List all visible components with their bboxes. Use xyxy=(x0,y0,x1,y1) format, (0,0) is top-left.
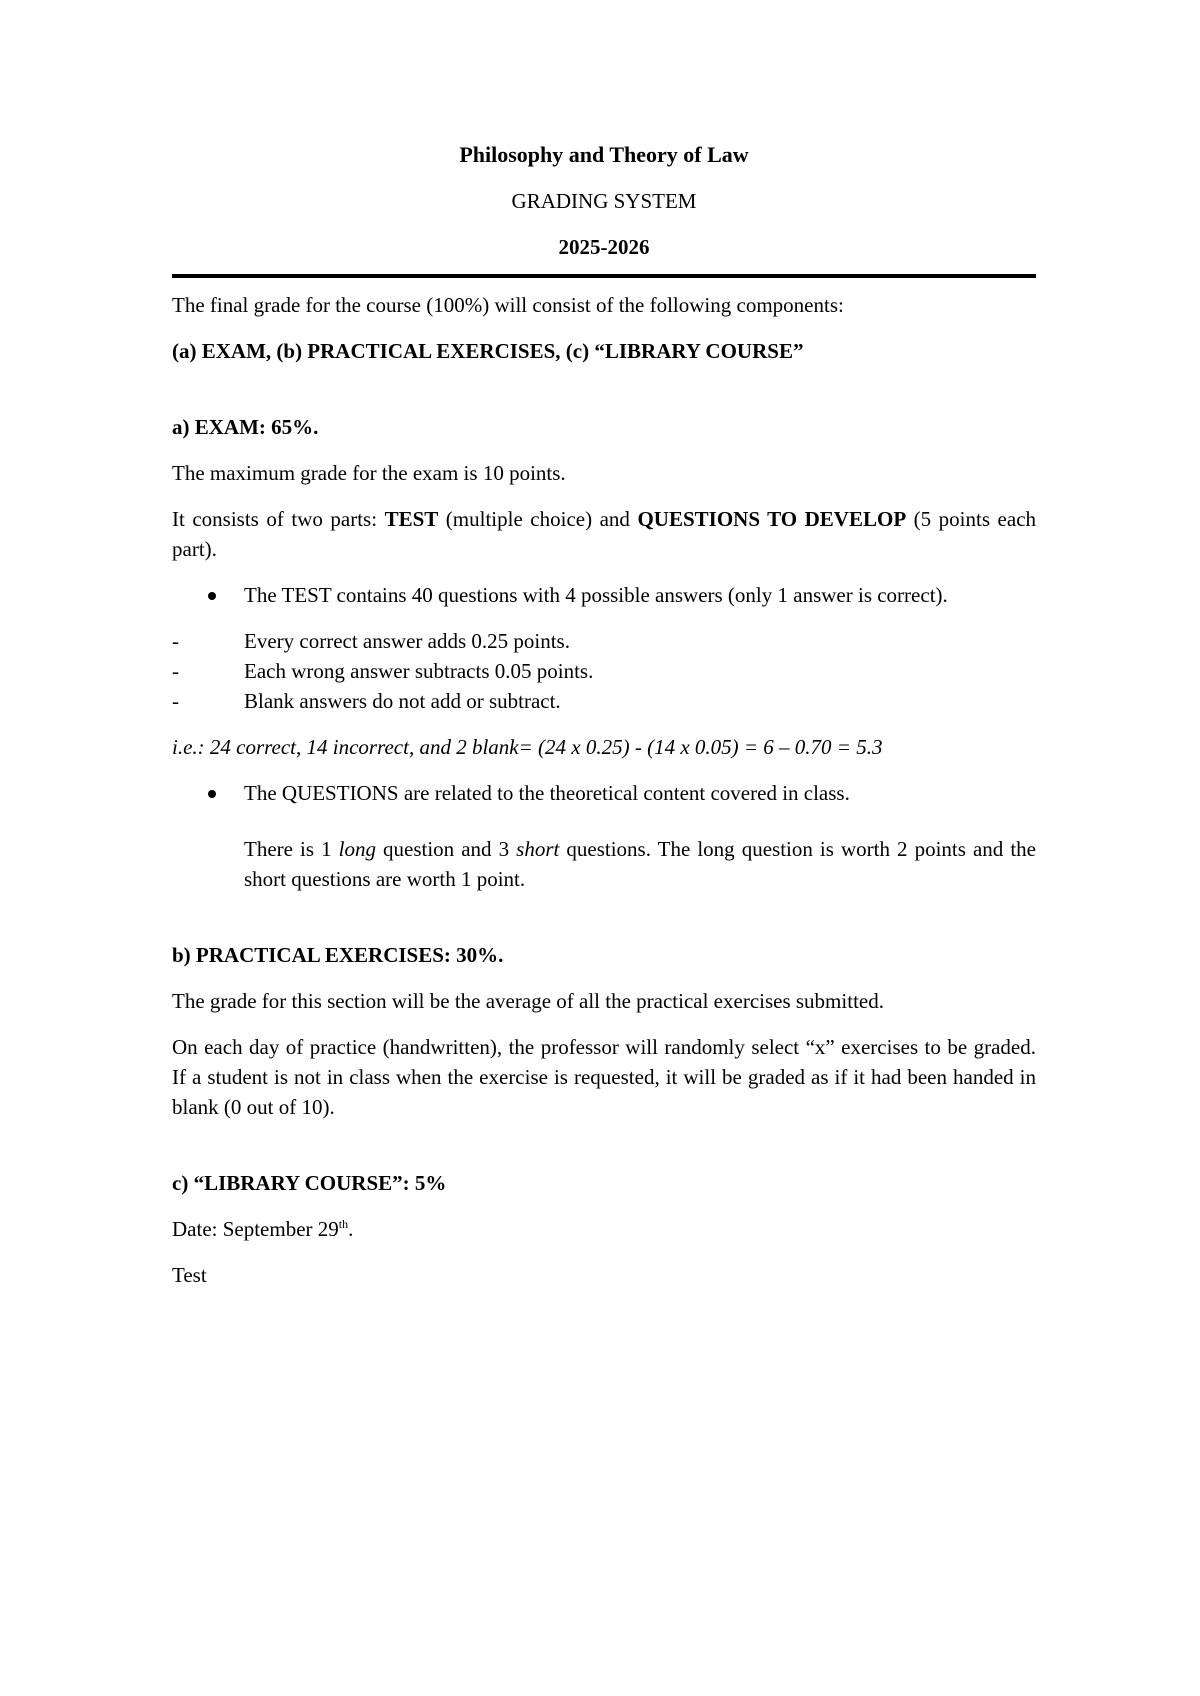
library-test: Test xyxy=(172,1263,207,1287)
questions-detail-text: questions. The long question is worth 2 points and the short questions are worth 1 point. xyxy=(244,837,1036,891)
intro-text: The final grade for the course (100%) will consist of the following components: xyxy=(172,293,844,317)
exam-parts-text: (multiple choice) and xyxy=(438,507,638,531)
practical-average: The grade for this section will be the average of all the practical exercises submitted. xyxy=(172,989,884,1013)
dash-icon: - xyxy=(172,629,179,653)
questions-detail-long: long xyxy=(338,837,376,861)
library-heading: c) “LIBRARY COURSE”: 5% xyxy=(172,1171,447,1195)
scoring-rule: Blank answers do not add or subtract. xyxy=(244,689,561,713)
scoring-example: i.e.: 24 correct, 14 incorrect, and 2 blank= (24 x 0.25) - (14 x 0.05) = 6 – 0.70 = 5.3 xyxy=(172,735,883,759)
document-page xyxy=(172,140,1036,1306)
questions-description: The QUESTIONS are related to the theoretical content covered in class. xyxy=(244,781,850,805)
exam-heading: a) EXAM: 65%. xyxy=(172,415,319,439)
academic-year: 2025-2026 xyxy=(558,235,650,259)
document-subtitle: GRADING SYSTEM xyxy=(511,189,697,213)
questions-detail-short: short xyxy=(516,837,560,861)
dash-icon: - xyxy=(172,659,179,683)
bullet-icon xyxy=(208,790,216,798)
exam-parts-questions: QUESTIONS TO DEVELOP xyxy=(637,507,907,531)
exam-parts-text: (5 points each part). xyxy=(172,507,1037,561)
exam-parts-text: It consists of two parts: xyxy=(172,507,385,531)
questions-detail-text: There is 1 xyxy=(244,837,339,861)
test-description: The TEST contains 40 questions with 4 possible answers (only 1 answer is correct). xyxy=(244,583,948,607)
scoring-rules-list xyxy=(172,626,1036,716)
library-date-ordinal: th xyxy=(338,1217,349,1231)
spacer xyxy=(172,910,1036,940)
scoring-rule: Every correct answer adds 0.25 points. xyxy=(244,629,570,653)
components-list: (a) EXAM, (b) PRACTICAL EXERCISES, (c) “LIBRARY COURSE” xyxy=(172,339,804,363)
exam-parts-test: TEST xyxy=(384,507,439,531)
practical-selection: On each day of practice (handwritten), the professor will randomly select “x” exercises to be graded. If a student is not in class when the exercise is requested, it will be graded as if it had been handed in blank (0 out of 10). xyxy=(172,1035,1036,1119)
exam-parts xyxy=(172,504,1036,564)
scoring-rule: Each wrong answer subtracts 0.05 points. xyxy=(244,659,594,683)
spacer xyxy=(172,382,1036,412)
list-item xyxy=(172,686,1036,716)
list-item xyxy=(172,656,1036,686)
list-item xyxy=(172,626,1036,656)
questions-detail-text: question and 3 xyxy=(375,837,517,861)
questions-detail xyxy=(172,834,1036,894)
questions-bullet-list xyxy=(172,778,1036,808)
document-title: Philosophy and Theory of Law xyxy=(459,142,749,167)
test-bullet-list xyxy=(172,580,1036,610)
library-date xyxy=(172,1214,1036,1244)
library-date-text: Date: September 29 xyxy=(172,1217,339,1241)
library-date-text: . xyxy=(348,1217,354,1241)
exam-max-grade: The maximum grade for the exam is 10 points. xyxy=(172,461,566,485)
bullet-icon xyxy=(208,592,216,600)
dash-icon: - xyxy=(172,689,179,713)
list-item xyxy=(172,580,1036,610)
header-divider xyxy=(172,274,1036,278)
practical-heading: b) PRACTICAL EXERCISES: 30%. xyxy=(172,943,504,967)
spacer xyxy=(172,1138,1036,1168)
list-item xyxy=(172,778,1036,808)
